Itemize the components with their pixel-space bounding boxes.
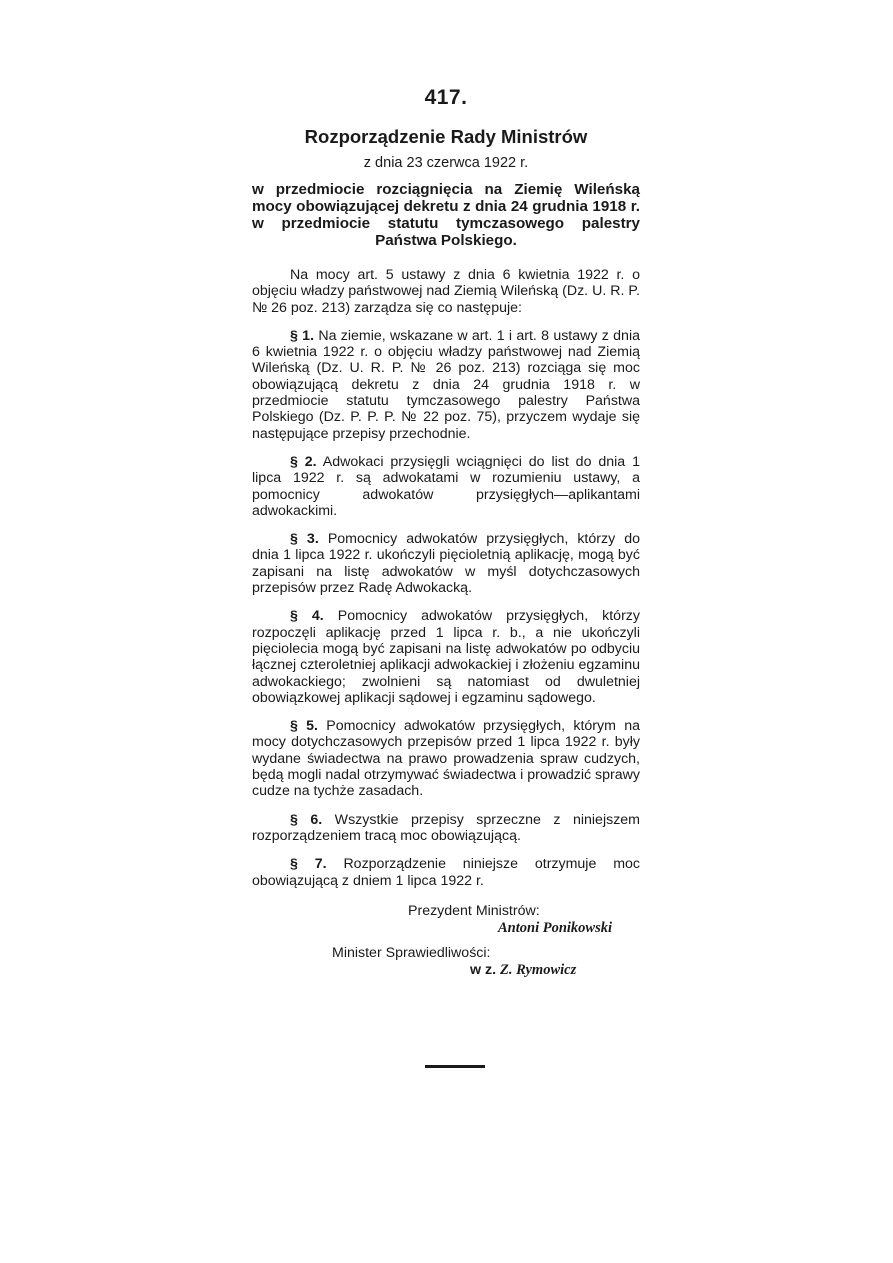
section-2: [252, 454, 640, 519]
preamble: Na mocy art. 5 ustawy z dnia 6 kwietnia 1922 r. o objęciu władzy państwowej nad Ziemią Wileńską (Dz. U. R. P. № 26 poz. 213) zarządza się co następuje:: [252, 267, 640, 316]
section-7-text: Rozporządzenie niniejsze otrzymuje moc obowiązującą z dniem 1 lipca 1922 r.: [252, 856, 641, 889]
document-title: Rozporządzenie Rady Ministrów: [304, 126, 588, 147]
section-3: [252, 531, 640, 596]
document-date: z dnia 23 czerwca 1922 r.: [363, 155, 529, 171]
signature-block: [252, 903, 640, 979]
signatory-name-justice-minister: [252, 962, 640, 979]
section-3-number: § 3.: [290, 531, 319, 548]
section-1-text: Na ziemie, wskazane w art. 1 i art. 8 ustawy z dnia 6 kwietnia 1922 r. o objęciu władzy państwowej nad Ziemią Wileńską (Dz. U. R. P. № 26 poz. 213) rozciąga się moc obowiązującą dekretu z dnia 24 grudnia 1918 r. w przedmiocie statutu tymczasowego palestry Państwa Polskiego (Dz. P. P. P. № 22 poz. 75), przyczem wydaje się następujące przepisy przechodnie.: [252, 327, 640, 442]
end-divider: [425, 1065, 485, 1068]
section-4: [252, 608, 640, 706]
signatory-name-prime-minister: Antoni Ponikowski: [498, 919, 613, 936]
page-number: 417.: [424, 86, 468, 109]
section-5-text: Pomocnicy adwokatów przysięgłych, którym na mocy dotychczasowych przepisów przed 1 lipca 1922 r. były wydane świadectwa na prawo prowadzenia spraw cudzych, będą mogli nadal otrzymywać świadectwa i prowadzić sprawy cudze na tychże zasadach.: [252, 718, 640, 800]
signatory-name: Z. Rymowicz: [499, 961, 577, 978]
section-4-number: § 4.: [290, 608, 324, 625]
section-1-number: § 1.: [290, 327, 315, 344]
document-subject: w przedmiocie rozciągnięcia na Ziemię Wileńską mocy obowiązującej dekretu z dnia 24 grudnia 1918 r. w przedmiocie statutu tymczasowego palestry Państwa Polskiego.: [252, 181, 640, 249]
section-6-number: § 6.: [290, 811, 323, 828]
section-5: [252, 718, 640, 799]
section-6: [252, 812, 640, 845]
signatory-prefix: w z.: [470, 961, 497, 978]
signatory-role-prime-minister: Prezydent Ministrów:: [408, 902, 540, 919]
section-7: [252, 856, 640, 889]
section-3-text: Pomocnicy adwokatów przysięgłych, którzy do dnia 1 lipca 1922 r. ukończyli pięcioletnią aplikację, mogą być zapisani na listę adwokatów w myśl dotychczasowych przepisów przez Radę Adwokacką.: [252, 531, 640, 597]
signatory-role-justice-minister: Minister Sprawiedliwości:: [332, 944, 491, 961]
section-2-number: § 2.: [290, 453, 317, 470]
section-6-text: Wszystkie przepisy sprzeczne z niniejszem rozporządzeniem tracą moc obowiązującą.: [252, 811, 640, 844]
document-page: [252, 86, 640, 979]
section-1: [252, 328, 640, 442]
section-7-number: § 7.: [290, 856, 327, 873]
section-5-number: § 5.: [290, 718, 318, 735]
section-2-text: Adwokaci przysięgli wciągnięci do list do dnia 1 lipca 1922 r. są adwokatami w rozumieniu ustawy, a pomocnicy adwokatów przysięgłych—aplikantami adwokackimi.: [252, 453, 640, 519]
section-4-text: Pomocnicy adwokatów przysięgłych, którzy rozpoczęli aplikację przed 1 lipca r. b., a nie ukończyli pięciolecia mogą być zapisani na listę adwokatów po odbyciu łącznej czteroletniej aplikacji adwokackiej i złożeniu egzaminu adwokackiego; zwolnieni są natomiast od dwuletniej obowiązkowej aplikacji sądowej i egzaminu sądowego.: [252, 608, 640, 706]
